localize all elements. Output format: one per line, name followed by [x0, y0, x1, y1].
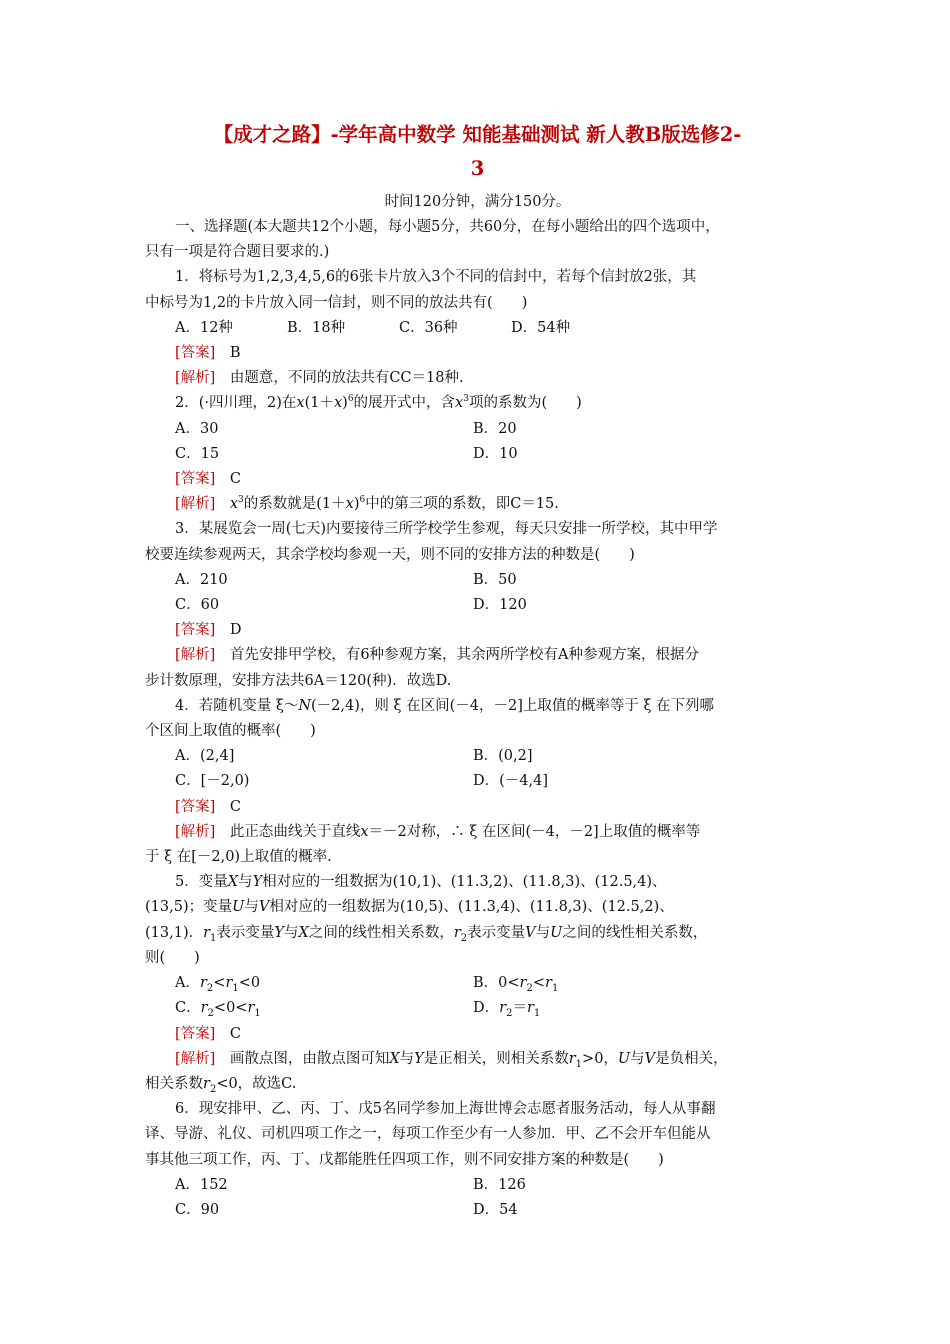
option-d: D．(－4,4] [473, 773, 548, 790]
option-c: C．$r_2<0<r_1$ [175, 1000, 261, 1020]
question-6-options-row-1 [145, 1173, 810, 1198]
document-page [145, 118, 810, 1223]
option-a: A．210 [175, 571, 228, 588]
question-4-analysis-cont: 于 ξ 在[－2,0)上取值的概率. [145, 849, 332, 866]
question-4-answer: [答案] C [175, 798, 241, 815]
question-1-stem-cont: 中标号为1,2的卡片放入同一信封，则不同的放法共有( ) [145, 294, 528, 311]
question-4-options-row-2 [145, 769, 810, 794]
option-a: A．30 [175, 420, 219, 437]
time-info: 时间120分钟，满分150分。 [384, 194, 571, 210]
option-c: C．36种 [399, 319, 458, 336]
section-heading: 一、选择题(本大题共12个小题，每小题5分，共60分，在每小题给出的四个选项中， [175, 219, 720, 235]
option-b: B．$0<r_2<r_1$ [473, 975, 559, 994]
question-3-options-row-2 [145, 593, 810, 618]
question-5-options-row-2 [145, 996, 810, 1021]
option-d: D．$r_2=r_1$ [473, 1000, 541, 1020]
question-1-analysis: [解析] 由题意，不同的放法共有CC＝18种. [175, 370, 464, 387]
option-b: B．50 [473, 571, 517, 588]
question-3-answer: [答案] D [175, 622, 242, 639]
option-c: C．15 [175, 445, 220, 462]
option-d: D．54 [473, 1201, 518, 1218]
question-2-answer: [答案] C [175, 471, 241, 488]
question-1-options [145, 316, 810, 341]
question-1-stem: 1．将标号为1,2,3,4,5,6的6张卡片放入3个不同的信封中，若每个信封放2张，其 [175, 269, 697, 286]
question-4-options-row-1 [145, 744, 810, 769]
question-5-stem-cont-1: (13,5)；变量U与V相对应的一组数据为(10,5)、(11.3,4)、(11.8,3)、(12.5,2)、 [145, 899, 674, 916]
question-6-options-row-2 [145, 1198, 810, 1223]
option-c: C．90 [175, 1201, 220, 1218]
option-b: B．(0,2] [473, 748, 533, 765]
question-3-stem-cont: 校要连续参观两天，其余学校均参观一天，则不同的安排方法的种数是( ) [145, 546, 635, 563]
option-a: A．12种 [175, 319, 233, 336]
question-2-options-row-2 [145, 442, 810, 467]
answer-label: [答案] [175, 345, 216, 362]
question-6-stem-cont-2: 事其他三项工作，丙、丁、戊都能胜任四项工作，则不同安排方案的种数是( ) [145, 1151, 664, 1168]
option-a: A．(2,4] [175, 748, 235, 765]
question-6-stem: 6．现安排甲、乙、丙、丁、戊5名同学参加上海世博会志愿者服务活动，每人从事翻 [175, 1101, 716, 1118]
question-5-analysis-cont: 相关系数$r_2<0$，故选C. [145, 1075, 297, 1095]
question-5-stem-cont-3: 则( ) [145, 949, 200, 966]
question-5-stem-cont-2: (13,1)．$r_1$表示变量Y与X之间的线性相关系数，$r_2$表示变量V与U之间的线性相关系数， [145, 924, 708, 944]
question-2-options-row-1 [145, 417, 810, 442]
option-b: B．18种 [287, 319, 346, 336]
option-d: D．10 [473, 445, 518, 462]
question-6-stem-cont-1: 译、导游、礼仪、司机四项工作之一，每项工作至少有一人参加．甲、乙不会开车但能从 [145, 1126, 711, 1143]
option-b: B．126 [473, 1176, 526, 1193]
question-5-answer: [答案] C [175, 1025, 241, 1042]
document-title: 【成才之路】-学年高中数学 知能基础测试 新人教B版选修2- 3 [213, 123, 742, 180]
answer-value: B [229, 345, 241, 362]
question-5-stem: 5．变量X与Y相对应的一组数据为(10,1)、(11.3,2)、(11.8,3)、(12.5,4)、 [175, 874, 667, 891]
question-2-stem: 2．(·四川理，2)在$x(1+x)^6$的展开式中，含$x^3$项的系数为( ) [175, 394, 582, 412]
question-3-analysis-cont: 步计数原理，安排方法共6A＝120(种)．故选D. [145, 672, 452, 689]
analysis-label: [解析] [175, 370, 216, 387]
option-c: C．60 [175, 597, 220, 614]
option-a: A．$r_2<r_1<0$ [175, 975, 261, 994]
question-4-stem: 4．若随机变量 ξ～N(－2,4)，则 ξ 在区间(－4，－2]上取值的概率等于 ξ 在下列哪 [175, 697, 715, 714]
option-c: C．[－2,0) [175, 773, 250, 790]
question-4-stem-cont: 个区间上取值的概率( ) [145, 723, 316, 740]
question-1-answer [145, 341, 810, 366]
question-5-options-row-1 [145, 971, 810, 996]
question-5-analysis: [解析] 画散点图，由散点图可知X与Y是正相关，则相关系数$r_1>0$，U与V是负相关， [175, 1050, 728, 1070]
section-heading-cont: 只有一项是符合题目要求的.) [145, 244, 330, 261]
question-3-options-row-1 [145, 568, 810, 593]
question-4-analysis: [解析] 此正态曲线关于直线x＝－2对称，∴ ξ 在区间(－4，－2]上取值的概率等 [175, 823, 701, 840]
option-a: A．152 [175, 1176, 228, 1193]
option-d: D．120 [473, 597, 527, 614]
question-3-stem: 3．某展览会一周(七天)内要接待三所学校学生参观，每天只安排一所学校，其中甲学 [175, 521, 718, 538]
question-3-analysis: [解析] 首先安排甲学校，有6种参观方案，其余两所学校有A种参观方案，根据分 [175, 647, 700, 664]
question-2-analysis: [解析] $x^3$的系数就是$(1+x)^6$中的第三项的系数，即C＝15. [175, 495, 559, 513]
option-d: D．54种 [511, 319, 571, 336]
option-b: B．20 [473, 420, 517, 437]
